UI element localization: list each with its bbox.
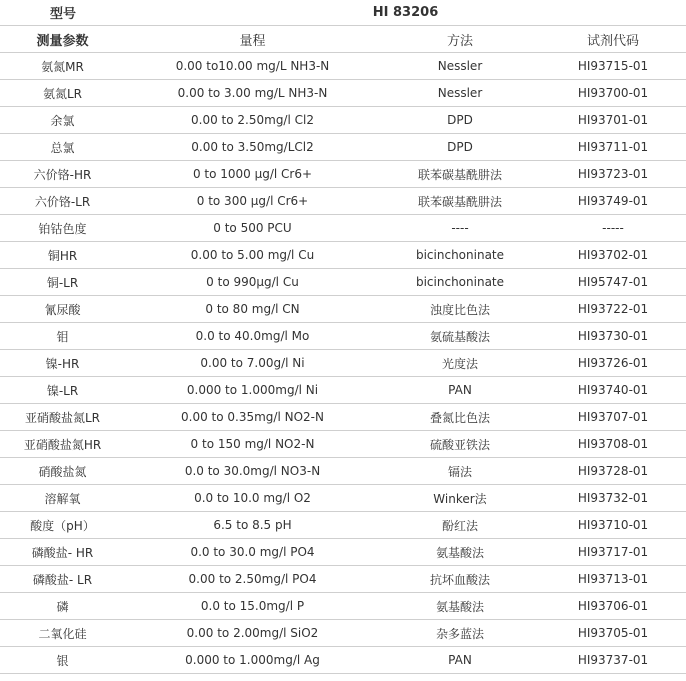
cell-method: 浊度比色法: [380, 296, 540, 323]
cell-method: 酚红法: [380, 512, 540, 539]
table-row: [0, 458, 686, 485]
cell-method: bicinchoninate: [380, 242, 540, 269]
cell-reagent-code: HI93711-01: [540, 134, 686, 161]
table-row: [0, 485, 686, 512]
cell-method: 镉法: [380, 458, 540, 485]
cell-reagent-code: HI93732-01: [540, 485, 686, 512]
cell-parameter: 二氧化硅: [0, 620, 125, 647]
table-row: [0, 512, 686, 539]
cell-range: 0.00 to 2.50mg/l Cl2: [125, 107, 380, 134]
cell-range: 0.0 to 10.0 mg/l O2: [125, 485, 380, 512]
cell-method: 联苯碳基酰肼法: [380, 161, 540, 188]
cell-parameter: 铜-LR: [0, 269, 125, 296]
cell-parameter: 硝酸盐氮: [0, 458, 125, 485]
cell-reagent-code: HI93740-01: [540, 377, 686, 404]
table-row: [0, 620, 686, 647]
cell-parameter: 铜HR: [0, 242, 125, 269]
cell-range: 0.00 to 2.00mg/l SiO2: [125, 620, 380, 647]
cell-method: Winker法: [380, 485, 540, 512]
cell-parameter: 亚硝酸盐氮LR: [0, 404, 125, 431]
cell-parameter: 余氯: [0, 107, 125, 134]
table-row: [0, 53, 686, 80]
table-row: [0, 107, 686, 134]
table-row: [0, 161, 686, 188]
cell-range: 0 to 1000 μg/l Cr6+: [125, 161, 380, 188]
cell-range: 0 to 150 mg/l NO2-N: [125, 431, 380, 458]
table-row: [0, 593, 686, 620]
cell-reagent-code: HI93722-01: [540, 296, 686, 323]
cell-method: 氨基酸法: [380, 539, 540, 566]
cell-reagent-code: HI93705-01: [540, 620, 686, 647]
cell-parameter: 亚硝酸盐氮HR: [0, 431, 125, 458]
cell-range: 0 to 80 mg/l CN: [125, 296, 380, 323]
table-row: [0, 242, 686, 269]
cell-reagent-code: HI93726-01: [540, 350, 686, 377]
table-row: [0, 647, 686, 674]
cell-reagent-code: HI93723-01: [540, 161, 686, 188]
header-reagent-code: 试剂代码: [540, 26, 686, 53]
header-parameter: 测量参数: [0, 26, 125, 53]
cell-reagent-code: HI93710-01: [540, 512, 686, 539]
cell-method: 杂多蓝法: [380, 620, 540, 647]
table-row: [0, 431, 686, 458]
table-row: [0, 188, 686, 215]
cell-parameter: 磷酸盐- HR: [0, 539, 125, 566]
table-body: [0, 53, 686, 674]
cell-reagent-code: HI93728-01: [540, 458, 686, 485]
cell-parameter: 钼: [0, 323, 125, 350]
table-row: [0, 566, 686, 593]
cell-parameter: 镍-LR: [0, 377, 125, 404]
cell-method: PAN: [380, 377, 540, 404]
cell-range: 0.00 to10.00 mg/L NH3-N: [125, 53, 380, 80]
header-method: 方法: [380, 26, 540, 53]
cell-method: Nessler: [380, 80, 540, 107]
cell-reagent-code: HI93737-01: [540, 647, 686, 674]
cell-reagent-code: HI93700-01: [540, 80, 686, 107]
cell-parameter: 总氯: [0, 134, 125, 161]
cell-parameter: 镍-HR: [0, 350, 125, 377]
cell-method: 叠氮比色法: [380, 404, 540, 431]
cell-parameter: 银: [0, 647, 125, 674]
header-range: 量程: [125, 26, 380, 53]
cell-method: 硫酸亚铁法: [380, 431, 540, 458]
cell-range: 0 to 500 PCU: [125, 215, 380, 242]
cell-parameter: 氨氮MR: [0, 53, 125, 80]
table-row: [0, 296, 686, 323]
cell-parameter: 氰尿酸: [0, 296, 125, 323]
cell-parameter: 磷: [0, 593, 125, 620]
table-row: [0, 80, 686, 107]
cell-method: 光度法: [380, 350, 540, 377]
cell-method: 氨硫基酸法: [380, 323, 540, 350]
cell-method: 联苯碳基酰肼法: [380, 188, 540, 215]
table-row: [0, 350, 686, 377]
cell-range: 0.000 to 1.000mg/l Ni: [125, 377, 380, 404]
table-row: [0, 269, 686, 296]
cell-range: 0.0 to 15.0mg/l P: [125, 593, 380, 620]
cell-parameter: 铂钴色度: [0, 215, 125, 242]
cell-range: 6.5 to 8.5 pH: [125, 512, 380, 539]
cell-reagent-code: HI93713-01: [540, 566, 686, 593]
cell-range: 0.000 to 1.000mg/l Ag: [125, 647, 380, 674]
cell-range: 0.00 to 0.35mg/l NO2-N: [125, 404, 380, 431]
table-row: [0, 404, 686, 431]
cell-parameter: 溶解氧: [0, 485, 125, 512]
cell-reagent-code: HI93749-01: [540, 188, 686, 215]
header-row: [0, 26, 686, 53]
cell-reagent-code: HI93708-01: [540, 431, 686, 458]
table-row: [0, 377, 686, 404]
cell-range: 0 to 990μg/l Cu: [125, 269, 380, 296]
cell-method: Nessler: [380, 53, 540, 80]
cell-range: 0.00 to 5.00 mg/l Cu: [125, 242, 380, 269]
cell-range: 0.00 to 3.00 mg/L NH3-N: [125, 80, 380, 107]
cell-reagent-code: HI93706-01: [540, 593, 686, 620]
cell-range: 0.00 to 7.00g/l Ni: [125, 350, 380, 377]
cell-reagent-code: HI93730-01: [540, 323, 686, 350]
cell-method: 抗坏血酸法: [380, 566, 540, 593]
cell-range: 0.00 to 2.50mg/l PO4: [125, 566, 380, 593]
cell-reagent-code: -----: [540, 215, 686, 242]
cell-range: 0 to 300 μg/l Cr6+: [125, 188, 380, 215]
model-row: [0, 0, 686, 26]
cell-range: 0.00 to 3.50mg/LCl2: [125, 134, 380, 161]
table-row: [0, 539, 686, 566]
cell-method: DPD: [380, 107, 540, 134]
cell-reagent-code: HI95747-01: [540, 269, 686, 296]
cell-reagent-code: HI93701-01: [540, 107, 686, 134]
cell-reagent-code: HI93715-01: [540, 53, 686, 80]
cell-parameter: 磷酸盐- LR: [0, 566, 125, 593]
cell-parameter: 六价铬-LR: [0, 188, 125, 215]
cell-method: bicinchoninate: [380, 269, 540, 296]
model-value: HI 83206: [125, 0, 686, 26]
cell-method: ----: [380, 215, 540, 242]
cell-parameter: 氨氮LR: [0, 80, 125, 107]
cell-method: 氨基酸法: [380, 593, 540, 620]
cell-reagent-code: HI93702-01: [540, 242, 686, 269]
table-row: [0, 134, 686, 161]
cell-range: 0.0 to 30.0mg/l NO3-N: [125, 458, 380, 485]
cell-reagent-code: HI93707-01: [540, 404, 686, 431]
cell-reagent-code: HI93717-01: [540, 539, 686, 566]
cell-parameter: 六价铬-HR: [0, 161, 125, 188]
table-row: [0, 323, 686, 350]
cell-method: PAN: [380, 647, 540, 674]
cell-parameter: 酸度（pH）: [0, 512, 125, 539]
cell-range: 0.0 to 30.0 mg/l PO4: [125, 539, 380, 566]
cell-range: 0.0 to 40.0mg/l Mo: [125, 323, 380, 350]
model-label: 型号: [0, 0, 125, 26]
cell-method: DPD: [380, 134, 540, 161]
table-row: [0, 215, 686, 242]
